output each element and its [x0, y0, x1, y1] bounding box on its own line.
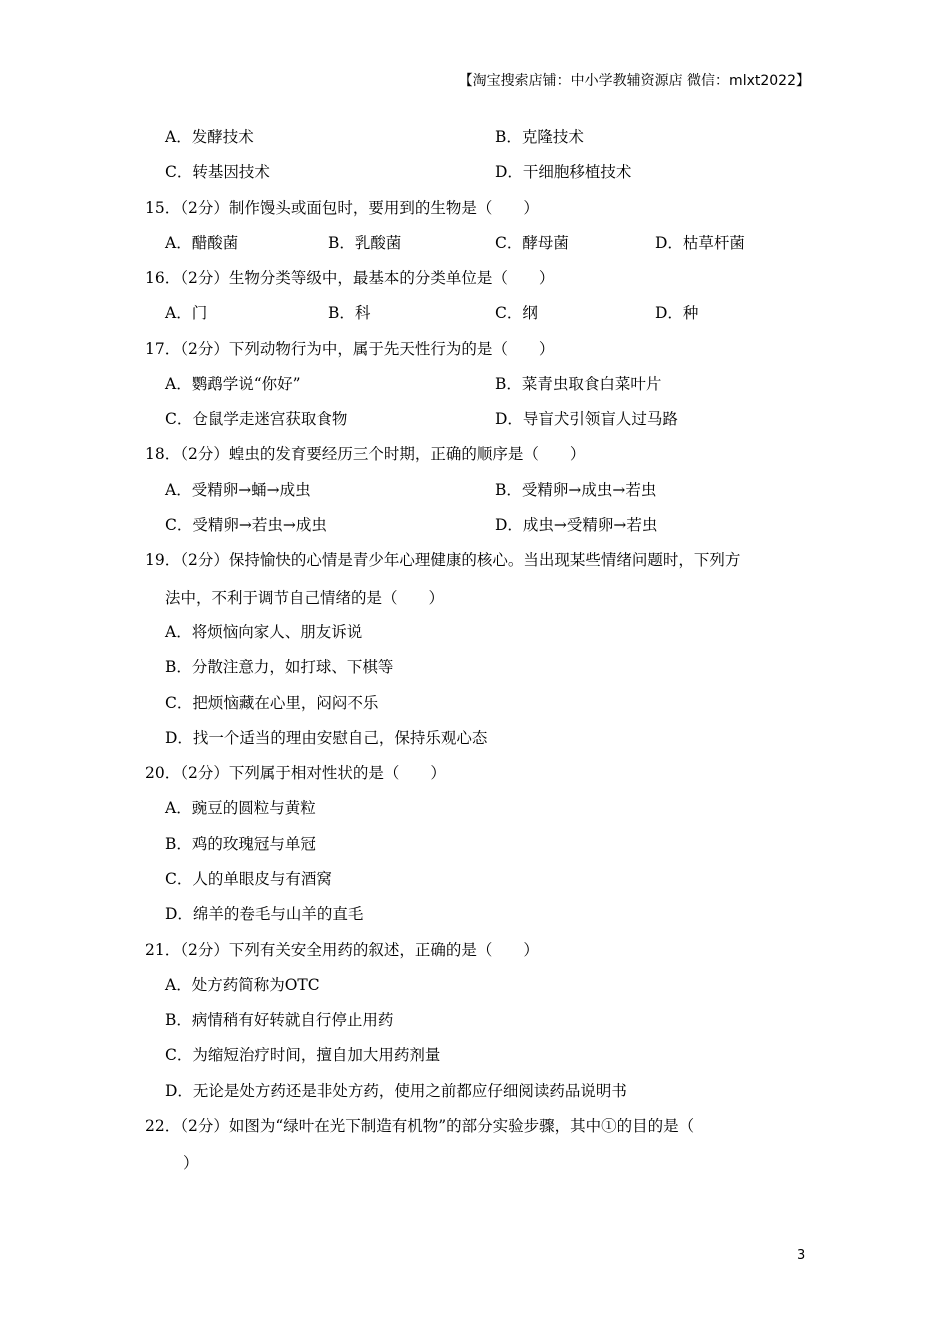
q20-option-d: D．绵羊的卷毛与山羊的直毛 — [165, 905, 364, 923]
q15-stem: 15．（2分）制作馒头或面包时，要用到的生物是（ ） — [145, 199, 539, 217]
q16-option-b: B．科 — [328, 304, 371, 322]
q18-option-a: A．受精卵→蛹→成虫 — [165, 481, 311, 499]
q21-option-a: A．处方药简称为OTC — [165, 976, 320, 994]
q21-stem: 21．（2分）下列有关安全用药的叙述，正确的是（ ） — [145, 941, 539, 959]
q22-stem-line1: 22．（2分）如图为“绿叶在光下制造有机物”的部分实验步骤，其中①的目的是（ — [145, 1117, 695, 1135]
q16-option-d: D．种 — [655, 304, 699, 322]
q20-option-a: A．豌豆的圆粒与黄粒 — [165, 799, 316, 817]
q14-option-c: C．转基因技术 — [165, 163, 270, 181]
q20-option-c: C．人的单眼皮与有酒窝 — [165, 870, 332, 888]
q19-option-a: A．将烦恼向家人、朋友诉说 — [165, 623, 363, 641]
q15-option-c: C．酵母菌 — [495, 234, 569, 252]
q19-stem-line2: 法中，不利于调节自己情绪的是（ ） — [165, 589, 445, 607]
q19-option-b: B．分散注意力，如打球、下棋等 — [165, 658, 394, 676]
q18-option-b: B．受精卵→成虫→若虫 — [495, 481, 657, 499]
q16-stem: 16．（2分）生物分类等级中，最基本的分类单位是（ ） — [145, 269, 555, 287]
q20-stem: 20．（2分）下列属于相对性状的是（ ） — [145, 764, 446, 782]
q14-option-b: B．克隆技术 — [495, 128, 584, 146]
q14-option-a: A．发酵技术 — [165, 128, 254, 146]
q19-option-d: D．找一个适当的理由安慰自己，保持乐观心态 — [165, 729, 488, 747]
page-header: 【淘宝搜索店铺：中小学教辅资源店 微信：mlxt2022】 — [458, 73, 810, 89]
q17-option-d: D．导盲犬引领盲人过马路 — [495, 410, 678, 428]
q18-option-d: D．成虫→受精卵→若虫 — [495, 516, 658, 534]
q21-option-b: B．病情稍有好转就自行停止用药 — [165, 1011, 394, 1029]
q14-option-d: D．干细胞移植技术 — [495, 163, 632, 181]
q17-option-c: C．仓鼠学走迷宫获取食物 — [165, 410, 348, 428]
q15-option-b: B．乳酸菌 — [328, 234, 402, 252]
q17-option-a: A．鹦鹉学说“你好” — [165, 375, 301, 393]
q18-stem: 18．（2分）蝗虫的发育要经历三个时期，正确的顺序是（ ） — [145, 445, 586, 463]
q21-option-d: D．无论是处方药还是非处方药，使用之前都应仔细阅读药品说明书 — [165, 1082, 627, 1100]
q19-option-c: C．把烦恼藏在心里，闷闷不乐 — [165, 694, 379, 712]
q15-option-a: A．醋酸菌 — [165, 234, 239, 252]
q20-option-b: B．鸡的玫瑰冠与单冠 — [165, 835, 316, 853]
q16-option-a: A．门 — [165, 304, 208, 322]
q15-option-d: D．枯草杆菌 — [655, 234, 745, 252]
q19-stem-line1: 19．（2分）保持愉快的心情是青少年心理健康的核心。当出现某些情绪问题时，下列方 — [145, 551, 741, 569]
q16-option-c: C．纲 — [495, 304, 538, 322]
q22-stem-line2: ） — [183, 1154, 199, 1172]
page-number: 3 — [797, 1248, 806, 1263]
q17-option-b: B．菜青虫取食白菜叶片 — [495, 375, 662, 393]
q18-option-c: C．受精卵→若虫→成虫 — [165, 516, 327, 534]
q17-stem: 17．（2分）下列动物行为中，属于先天性行为的是（ ） — [145, 340, 555, 358]
q21-option-c: C．为缩短治疗时间，擅自加大用药剂量 — [165, 1046, 441, 1064]
